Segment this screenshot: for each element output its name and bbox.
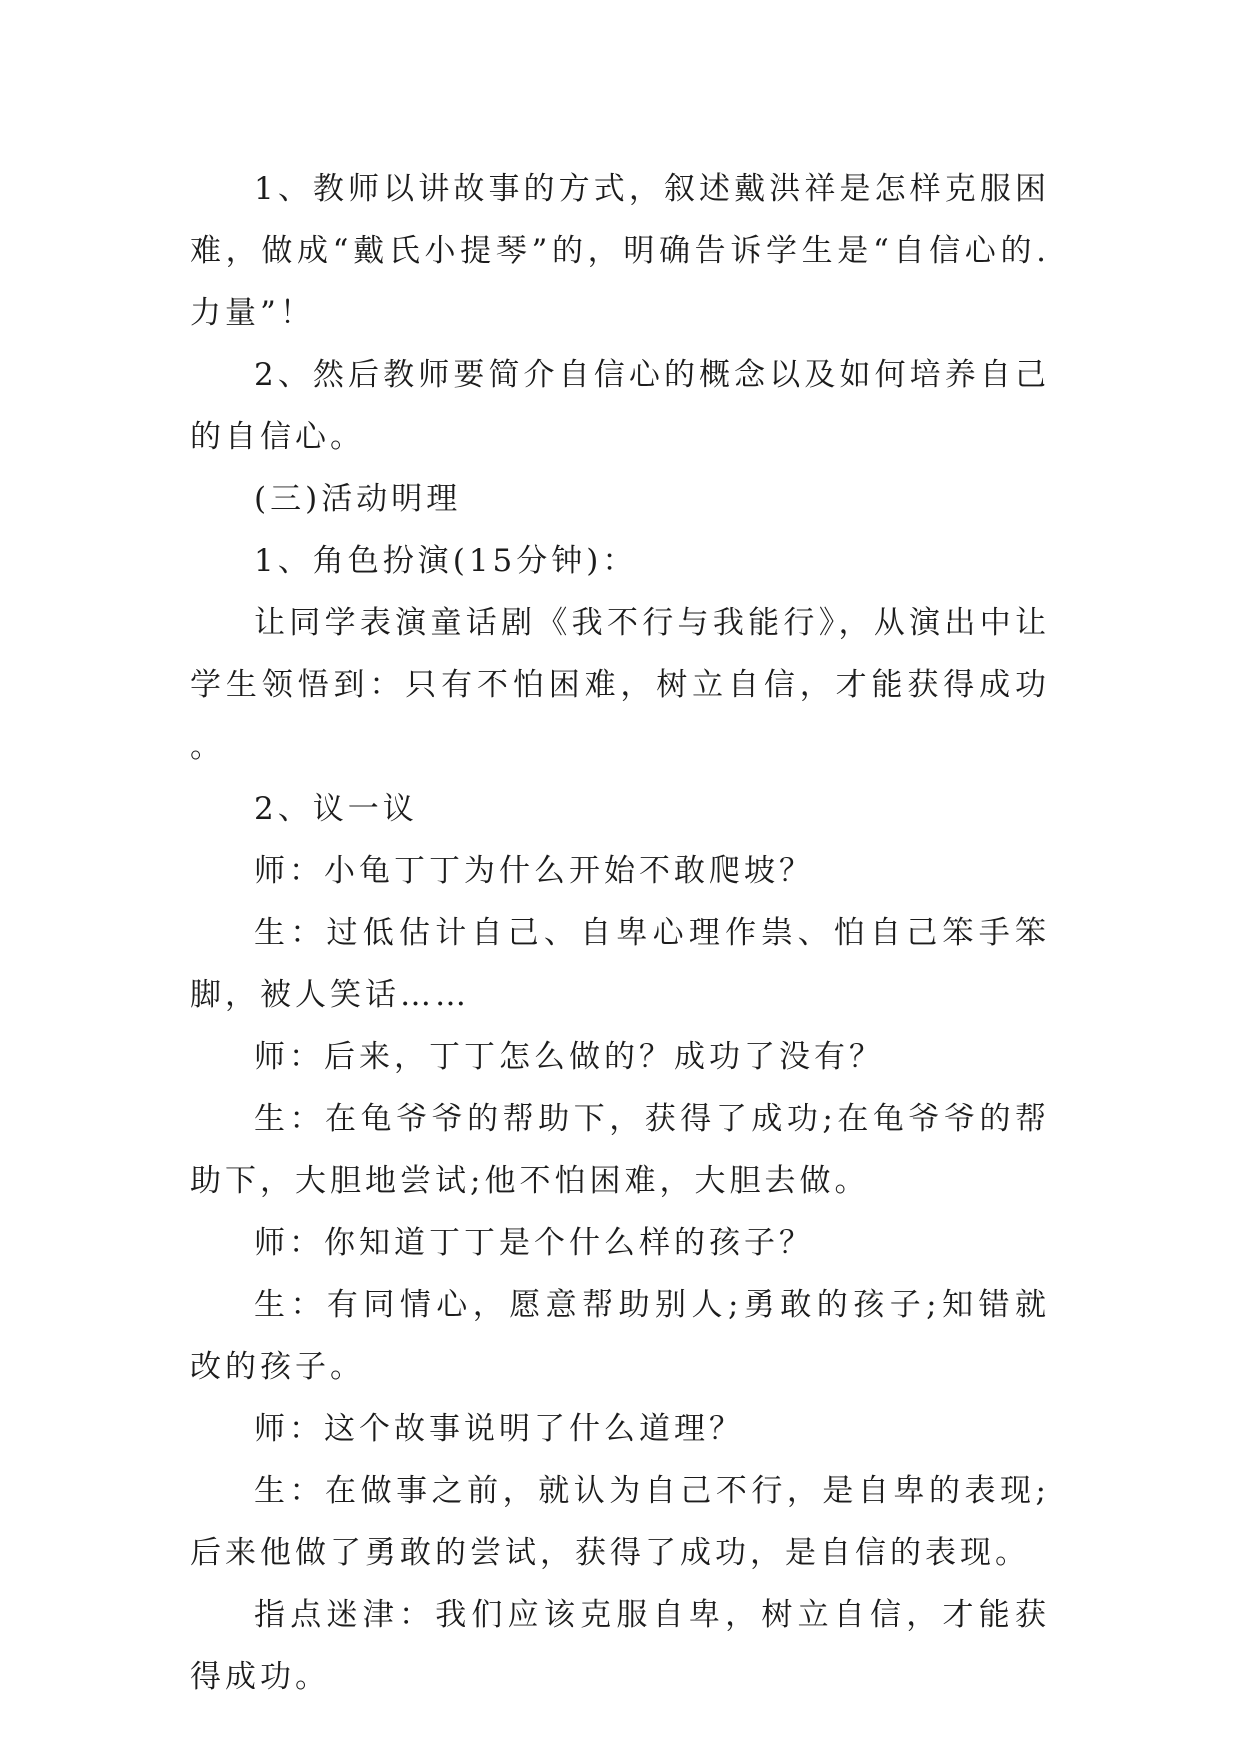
paragraph-confidence-concept: 2、然后教师要简介自信心的概念以及如何培养自己的自信心。 [190, 357, 1050, 455]
dialogue-teacher-2: 师：后来，丁丁怎么做的？成功了没有？ [254, 1039, 884, 1075]
dialogue-teacher-4: 师：这个故事说明了什么道理？ [254, 1411, 744, 1447]
paragraph-role-play: 1、角色扮演(15分钟)： [254, 543, 638, 579]
dialogue-teacher-1: 师：小龟丁丁为什么开始不敢爬坡？ [254, 853, 814, 889]
dialogue-student-1: 生：过低估计自己、自卑心理作祟、怕自己笨手笨脚，被人笑话…… [190, 915, 1050, 1013]
paragraph-guidance: 指点迷津：我们应该克服自卑，树立自信，才能获得成功。 [190, 1597, 1050, 1695]
dialogue-student-2: 生：在龟爷爷的帮助下，获得了成功;在龟爷爷的帮助下，大胆地尝试;他不怕困难，大胆去做。 [190, 1101, 1050, 1199]
paragraph-story-intro: 1、教师以讲故事的方式，叙述戴洪祥是怎样克服困难，做成“戴氏小提琴”的，明确告诉学生是“自信心的.力量”！ [190, 171, 1050, 331]
section-heading-activity: (三)活动明理 [254, 481, 462, 517]
dialogue-student-4: 生：在做事之前，就认为自己不行，是自卑的表现;后来他做了勇敢的尝试，获得了成功，是自信的表现。 [190, 1473, 1050, 1571]
body-text [190, 158, 1050, 1708]
dialogue-teacher-3: 师：你知道丁丁是个什么样的孩子？ [254, 1225, 814, 1261]
paragraph-discuss: 2、议一议 [254, 791, 418, 827]
dialogue-student-3: 生：有同情心，愿意帮助别人;勇敢的孩子;知错就改的孩子。 [190, 1287, 1050, 1385]
paragraph-fairy-tale: 让同学表演童话剧《我不行与我能行》，从演出中让学生领悟到：只有不怕困难，树立自信，才能获得成功。 [190, 605, 1050, 765]
